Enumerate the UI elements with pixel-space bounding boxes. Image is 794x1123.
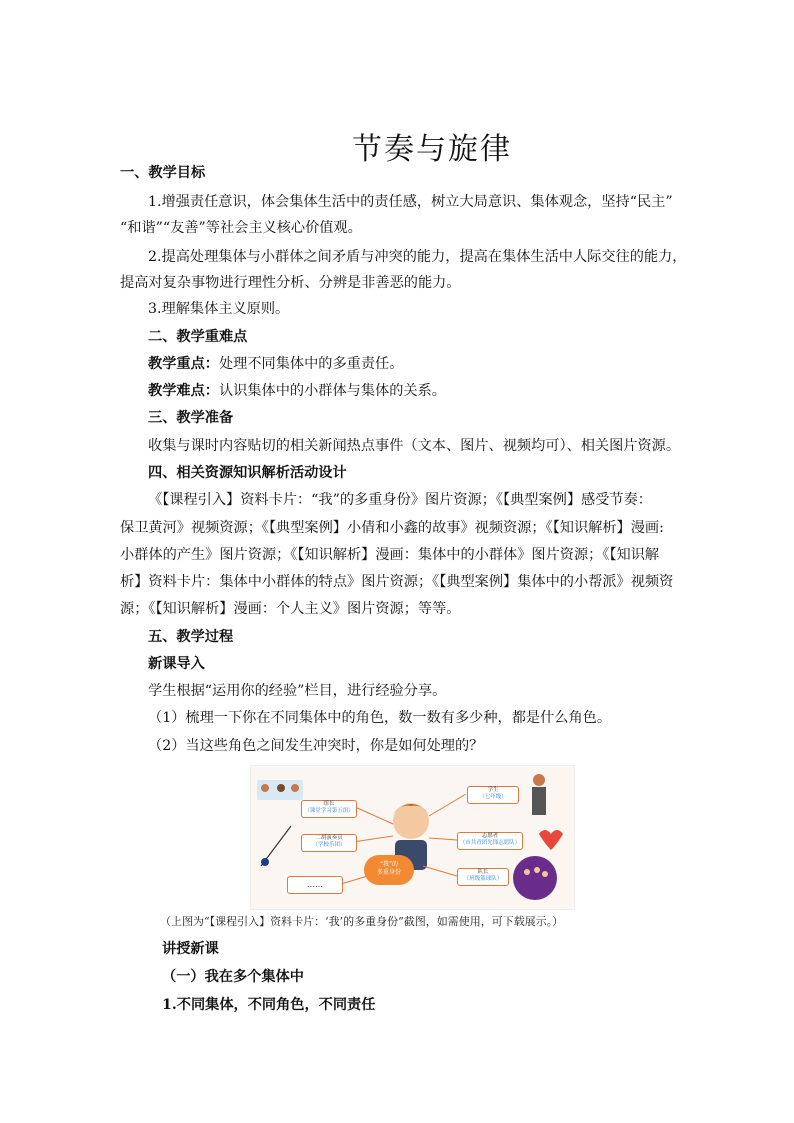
goal-2-line-2: 提高对复杂事物进行理性分析、分辨是非善恶的能力。 bbox=[120, 275, 461, 291]
resources-line-1: 《【课程引入】资料卡片：“我”的多重身份》图片资源；《【典型案例】感受节奏： bbox=[148, 492, 652, 508]
volunteer-sub: （市共青团先锋志愿队） bbox=[459, 840, 521, 846]
erhu-player-sub: （学校乐团） bbox=[312, 842, 346, 848]
erhu-player-label: 二胡演奏员 bbox=[315, 835, 343, 841]
difficult-point bbox=[148, 381, 680, 401]
identity-box-more: …… bbox=[287, 876, 343, 894]
key-point bbox=[148, 354, 680, 374]
identity-box-captain bbox=[457, 868, 509, 886]
captain-sub: （班级篮球队） bbox=[463, 876, 503, 882]
key-point-text: 处理不同集体中的多重责任。 bbox=[218, 356, 404, 372]
intro-text: 学生根据“运用你的经验”栏目，进行经验分享。 bbox=[148, 683, 447, 699]
page-title: 节奏与旋律 bbox=[352, 132, 512, 167]
difficult-point-text: 认识集体中的小群体与集体的关系。 bbox=[218, 383, 446, 399]
multiple-identity-badge bbox=[364, 855, 414, 885]
key-point-label: 教学重点： bbox=[148, 356, 219, 372]
point-1-heading: 1.不同集体，不同角色，不同责任 bbox=[162, 997, 376, 1013]
resources-line-3: 小群体的产生》图片资源；《【知识解析】漫画：集体中的小群体》图片资源；《【知识解 bbox=[120, 547, 660, 563]
boy-avatar-icon bbox=[393, 803, 429, 839]
section-heading-key-points: 二、教学重难点 bbox=[148, 329, 248, 345]
goal-2-line-1: 2.提高处理集体与小群体之间矛盾与冲突的能力，提高在集体生活中人际交往的能力， bbox=[148, 249, 687, 265]
group-leader-sub: （课堂学习第五组） bbox=[304, 808, 354, 814]
badge-line-2: 多重身份 bbox=[376, 869, 401, 876]
group-leader-label: 组长 bbox=[323, 801, 335, 807]
question-1: （1）梳理一下你在不同集体中的角色，数一数有多少种，都是什么角色。 bbox=[148, 710, 612, 726]
resources-line-5: 源；《【知识解析】漫画：个人主义》图片资源；等等。 bbox=[120, 601, 461, 617]
student-figure-icon bbox=[533, 774, 545, 786]
goal-1-line-1: 1.增强责任意识，体会集体生活中的责任感，树立大局意识、集体观念，坚持“民主” bbox=[148, 194, 673, 210]
student-label: 学生 bbox=[487, 787, 499, 793]
identity-box-student bbox=[467, 786, 519, 804]
subheading-intro: 新课导入 bbox=[148, 656, 205, 672]
student-sub: （七年级） bbox=[479, 794, 507, 800]
goal-3: 3.理解集体主义原则。 bbox=[148, 301, 290, 317]
subheading-new-lesson: 讲授新课 bbox=[162, 941, 219, 957]
identity-diagram-image bbox=[250, 765, 575, 910]
volunteer-label: 志愿者 bbox=[481, 833, 499, 839]
preparation-text: 收集与课时内容贴切的相关新闻热点事件（文本、图片、视频均可）、相关图片资源。 bbox=[148, 438, 681, 454]
part-1-heading: （一）我在多个集体中 bbox=[162, 969, 304, 985]
captain-label: 队长 bbox=[477, 869, 489, 875]
goal-1-line-2: “和谐”“友善”等社会主义核心价值观。 bbox=[120, 220, 362, 236]
badge-line-1: “我”的 bbox=[379, 861, 399, 868]
volunteer-heart-icon bbox=[539, 830, 563, 850]
basketball-team-photo bbox=[513, 856, 557, 900]
question-2: （2）当这些角色之间发生冲突时，你是如何处理的？ bbox=[148, 738, 484, 754]
section-heading-preparation: 三、教学准备 bbox=[148, 410, 234, 426]
identity-box-erhu-player bbox=[301, 834, 357, 852]
resources-line-2: 保卫黄河》视频资源；《【典型案例】小倩和小鑫的故事》视频资源；《【知识解析】漫画: bbox=[120, 520, 664, 536]
difficult-point-label: 教学难点： bbox=[148, 383, 219, 399]
identity-box-group-leader bbox=[301, 800, 357, 818]
resources-line-4: 析】资料卡片：集体中小群体的特点》图片资源；《【典型案例】集体中的小帮派》视频资 bbox=[120, 574, 674, 590]
section-heading-goals: 一、教学目标 bbox=[120, 165, 206, 181]
identity-box-volunteer bbox=[457, 832, 523, 850]
section-heading-resources: 四、相关资源知识解析活动设计 bbox=[148, 465, 347, 481]
figure-caption: （上图为“【课程引入】资料卡片：‘我’的多重身份”截图，如需使用，可下载展示。） bbox=[160, 915, 564, 928]
section-heading-process: 五、教学过程 bbox=[148, 629, 234, 645]
